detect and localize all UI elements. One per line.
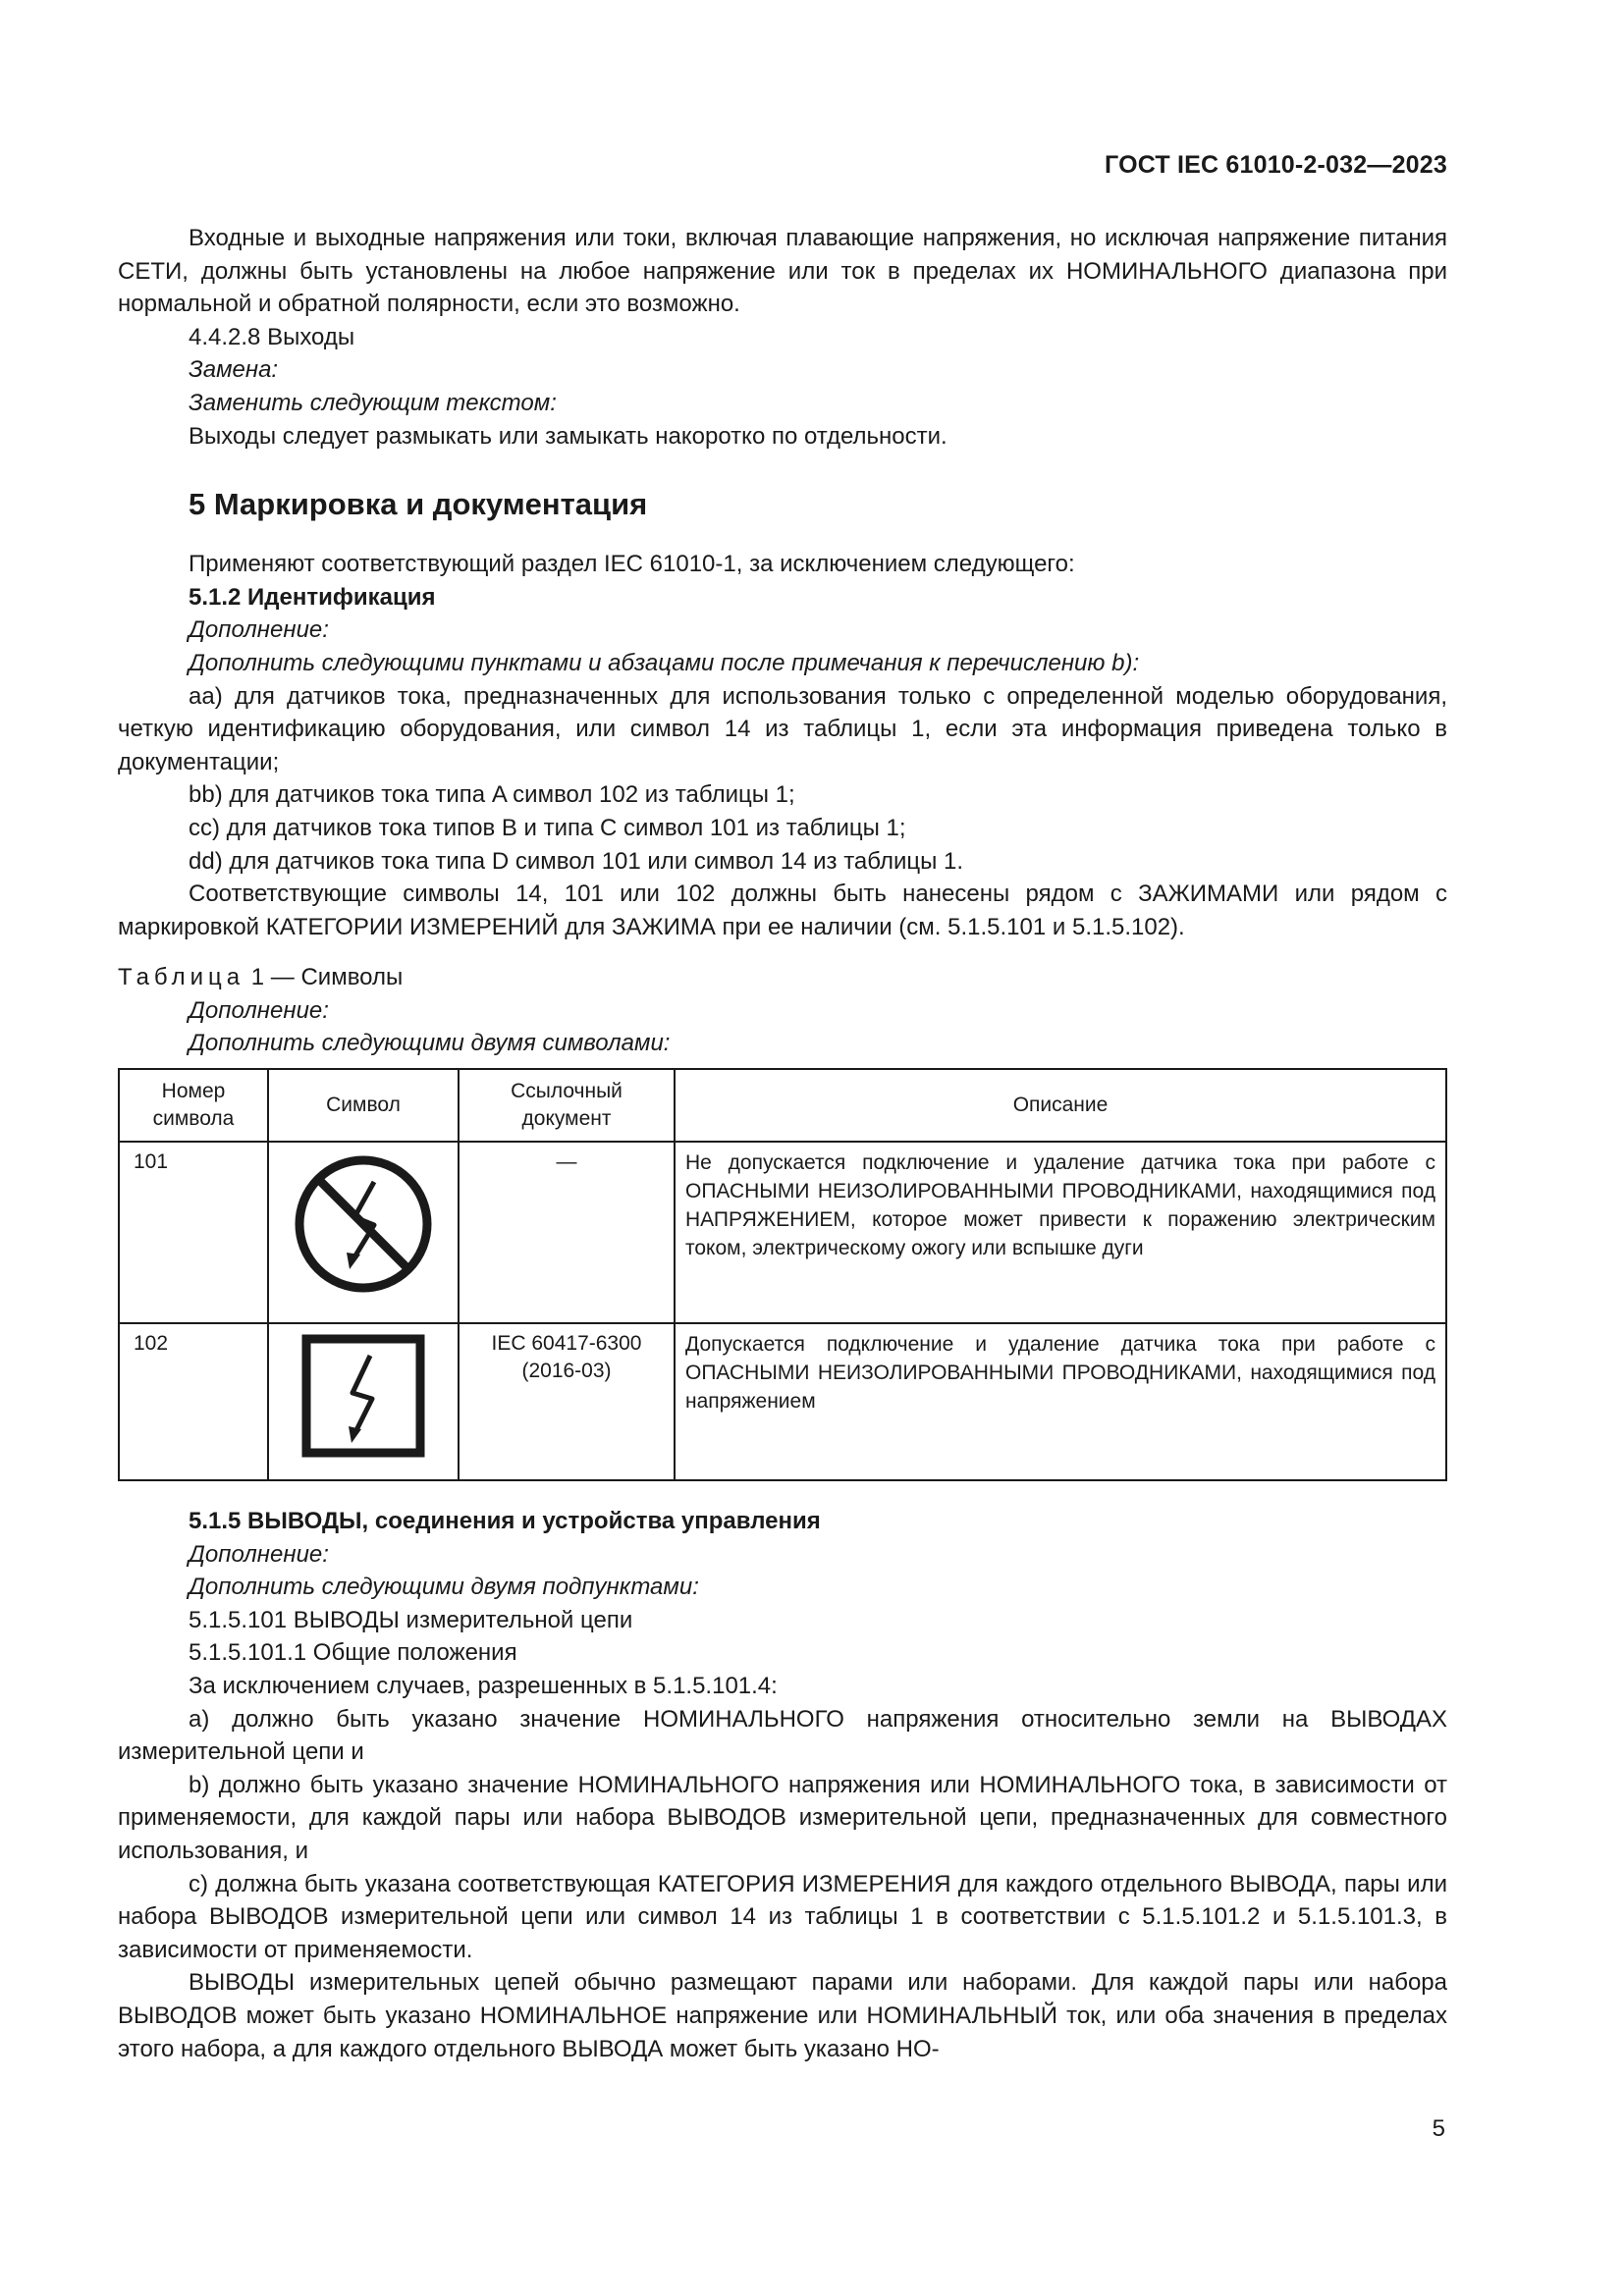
- table-1-caption: [118, 961, 1447, 994]
- clause-4-4-2-8: 4.4.2.8 Выходы: [189, 323, 355, 350]
- symbol-cell: [268, 1323, 459, 1480]
- standard-header: ГОСТ IEC 61010-2-032—2023: [1105, 151, 1447, 179]
- list-item-a: a) должно быть указано значение НОМИНАЛЬНОГО напряжения относительно земли на ВЫВОДАХ измерительной цепи и: [118, 1705, 1447, 1766]
- section-5-heading: 5 Маркировка и документация: [189, 487, 648, 522]
- exceptions-intro: За исключением случаев, разрешенных в 5.1.5.101.4:: [189, 1673, 778, 1700]
- list-item-cc: cc) для датчиков тока типов B и типа C символ 101 из таблицы 1;: [189, 814, 906, 841]
- table-row: [119, 1142, 1446, 1323]
- clause-5-1-2-heading: 5.1.2 Идентификация: [189, 583, 436, 611]
- symbols-placement-note: Соответствующие символы 14, 101 или 102 должны быть нанесены рядом с ЗАЖИМАМИ или рядом с маркировкой КАТЕГОРИИ ИЗМЕРЕНИЙ для ЗАЖИМА при ее наличии (см. 5.1.5.101 и 5.1.5.102).: [118, 881, 1447, 940]
- reference-cell: —: [459, 1142, 675, 1323]
- clause-5-1-5-101-1: 5.1.5.101.1 Общие положения: [189, 1639, 517, 1667]
- lightning-in-square-icon: [299, 1332, 427, 1460]
- table-addition-instruction: Дополнить следующими двумя символами:: [189, 1030, 671, 1057]
- table-caption-word: Таблица: [118, 964, 245, 991]
- list-item-bb: bb) для датчиков тока типа A символ 102 из таблицы 1;: [189, 781, 795, 809]
- table-caption-title: 1 — Символы: [244, 964, 404, 991]
- symbol-number-cell: 101: [119, 1142, 268, 1323]
- replace-instruction: Заменить следующим текстом:: [189, 389, 557, 416]
- symbol-number-cell: 102: [119, 1323, 268, 1480]
- description-cell: Допускается подключение и удаление датчика тока при работе с ОПАСНЫМИ НЕИЗОЛИРОВАННЫМИ ПРОВОДНИКАМИ, находящимися под напряжением: [675, 1323, 1446, 1480]
- reference-cell: IEC 60417-6300 (2016-03): [459, 1323, 675, 1480]
- outputs-text: Выходы следует размыкать или замыкать накоротко по отдельности.: [189, 422, 947, 450]
- header-symbol: Символ: [268, 1069, 459, 1142]
- addition-instruction: Дополнить следующими пунктами и абзацами после примечания к перечислению b):: [189, 649, 1140, 676]
- clause-5-1-5-addition-label: Дополнение:: [189, 1540, 329, 1568]
- header-description: Описание: [675, 1069, 1446, 1142]
- table-row: [119, 1323, 1446, 1480]
- clause-5-1-5-101: 5.1.5.101 ВЫВОДЫ измерительной цепи: [189, 1606, 633, 1633]
- table-header-row: [119, 1069, 1446, 1142]
- symbol-cell: [268, 1142, 459, 1323]
- header-reference: Ссылочный документ: [459, 1069, 675, 1142]
- addition-label: Дополнение:: [189, 616, 329, 644]
- section-5-intro: Применяют соответствующий раздел IEC 61010-1, за исключением следующего:: [189, 551, 1075, 578]
- description-cell: Не допускается подключение и удаление датчика тока при работе с ОПАСНЫМИ НЕИЗОЛИРОВАННЫМИ ПРОВОДНИКАМИ, находящимися под НАПРЯЖЕНИЕМ, которое может привести к поражению электрическим током, электрическому ожогу или вспышке дуги: [675, 1142, 1446, 1323]
- list-item-aa: aa) для датчиков тока, предназначенных для использования только с определенной моделью оборудования, четкую идентификацию оборудования, или символ 14 из таблицы 1, если эта информация приведена только в документации;: [118, 682, 1447, 775]
- prohibited-lightning-icon: [290, 1150, 437, 1298]
- list-item-b: b) должно быть указано значение НОМИНАЛЬНОГО напряжения или НОМИНАЛЬНОГО тока, в зависимости от применяемости, для каждой пары или набора ВЫВОДОВ измерительной цепи, предназначенных для совместного использования, и: [118, 1771, 1447, 1864]
- paragraph-input-output-voltages: Входные и выходные напряжения или токи, включая плавающие напряжения, но исключая напряжение питания СЕТИ, должны быть установлены на любое напряжение или ток в пределах их НОМИНАЛЬНОГО диапазона при нормальной и обратной полярности, если это возможно.: [118, 225, 1447, 318]
- symbols-table: [118, 1068, 1447, 1481]
- clause-5-1-5-heading: 5.1.5 ВЫВОДЫ, соединения и устройства управления: [189, 1508, 821, 1535]
- clause-5-1-5-addition-instruction: Дополнить следующими двумя подпунктами:: [189, 1574, 699, 1601]
- table-addition-label: Дополнение:: [189, 996, 329, 1024]
- replace-label: Замена:: [189, 356, 279, 384]
- page-number: 5: [1432, 2115, 1445, 2142]
- header-number: Номер символа: [119, 1069, 268, 1142]
- page-content: [118, 222, 1447, 2065]
- terminals-paragraph: ВЫВОДЫ измерительных цепей обычно размещают парами или наборами. Для каждой пары или набора ВЫВОДОВ может быть указано НОМИНАЛЬНОЕ напряжение или НОМИНАЛЬНЫЙ ток, или оба значения в пределах этого набора, а для каждого отдельного ВЫВОДА может быть указано НО-: [118, 1969, 1447, 2062]
- list-item-c: c) должна быть указана соответствующая КАТЕГОРИЯ ИЗМЕРЕНИЯ для каждого отдельного ВЫВОДА, пары или набора ВЫВОДОВ измерительной цепи или символ 14 из таблицы 1 в соответствии с 5.1.5.101.2 и 5.1.5.101.3, в зависимости от применяемости.: [118, 1870, 1447, 1963]
- list-item-dd: dd) для датчиков тока типа D символ 101 или символ 14 из таблицы 1.: [189, 847, 964, 875]
